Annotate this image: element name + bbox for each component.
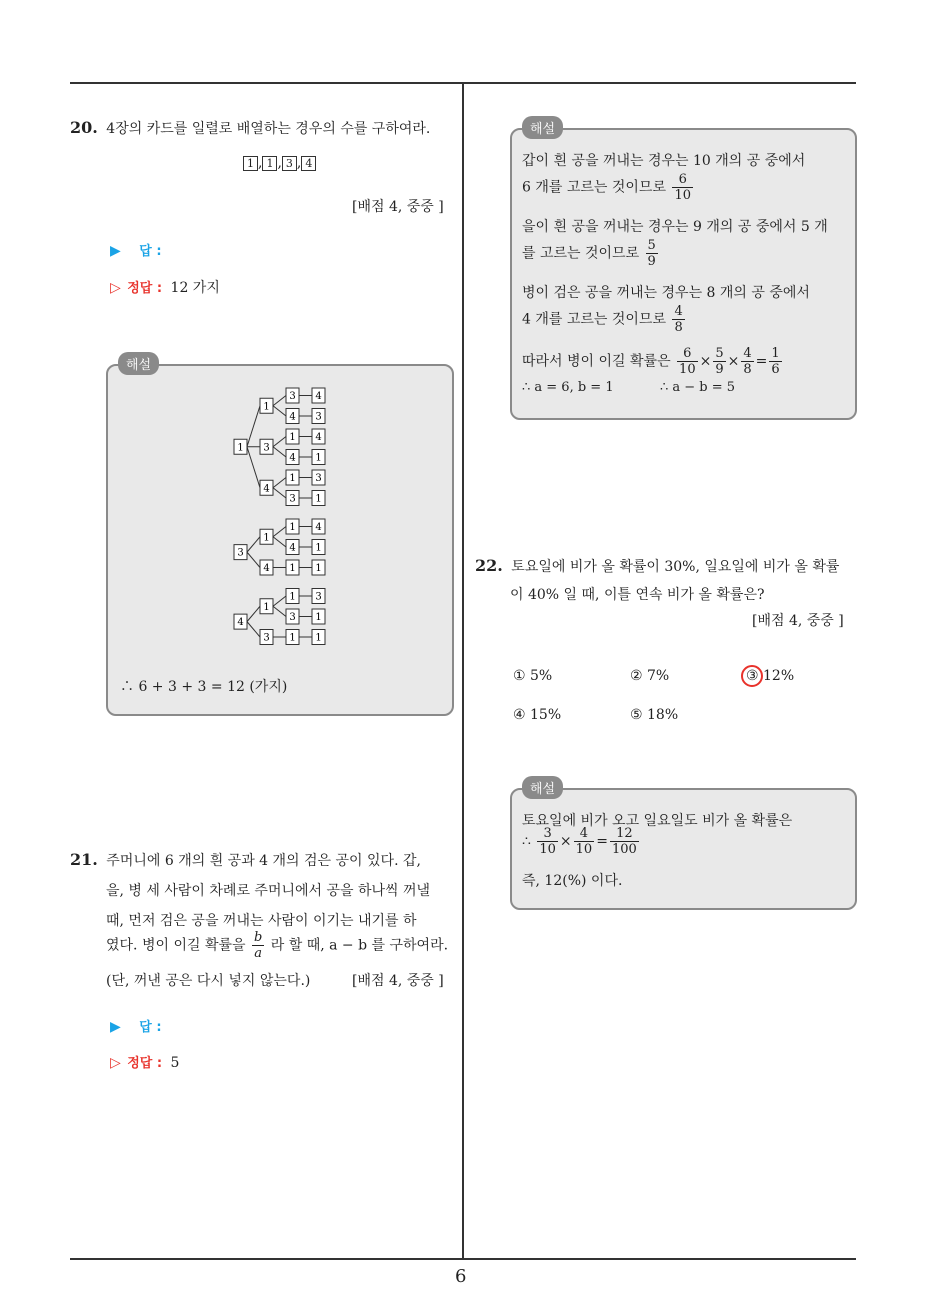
fraction: $\frac{4}{8}$ — [743, 346, 752, 377]
choice-2[interactable]: ② 7% — [630, 668, 670, 684]
q22-text: 토요일에 비가 올 확률이 30%, 일요일에 비가 올 확률 — [511, 559, 840, 575]
card: 1 — [243, 156, 258, 171]
q21-sol-l8a: ∴ a = 6, b = 1 — [522, 380, 614, 395]
tree-edge — [273, 606, 286, 616]
therefore-symbol: ∴ — [522, 833, 531, 850]
q21-line-3: 때, 먼저 검은 공을 꺼내는 사람이 이기는 내기를 하 — [106, 913, 417, 929]
fraction: $\frac{4}{8}$ — [674, 304, 683, 335]
tree-edge — [247, 537, 260, 552]
q21-line-4 — [106, 930, 448, 961]
choice-4[interactable]: ④ 15% — [513, 707, 562, 723]
choice-5[interactable]: ⑤ 18% — [630, 707, 679, 723]
q22-line-2: 이 40% 일 때, 이틀 연속 비가 올 확률은? — [510, 587, 765, 603]
correct-label: 정답 : — [127, 1056, 163, 1071]
tree-edge — [273, 537, 286, 547]
q21-sol-l4 — [522, 238, 660, 269]
q22-points: [배점 4, 중중 ] — [752, 613, 844, 629]
tree-root-label: 1 — [237, 442, 244, 454]
tree-edge — [273, 406, 286, 416]
q21-line-1 — [70, 850, 421, 870]
column-divider — [462, 82, 464, 1260]
q21-line-2: 을, 병 세 사람이 차례로 주머니에서 공을 하나씩 꺼낼 — [106, 883, 431, 899]
tree-leaf-label: 1 — [315, 542, 322, 554]
fraction: $\frac{3}{10}$ — [539, 826, 556, 857]
tree-edge — [273, 488, 286, 498]
card: 3 — [282, 156, 297, 171]
tree-branch-label: 4 — [263, 483, 270, 495]
q22-solution-tag: 해설 — [522, 776, 563, 799]
tree-edge — [247, 406, 260, 447]
tree-leaf-label: 1 — [315, 493, 322, 505]
card: 1 — [262, 156, 277, 171]
tree-edge — [273, 447, 286, 457]
q21-answer-row — [110, 1016, 162, 1035]
tree-leaf-label: 4 — [289, 452, 296, 464]
correct-value: 12 가지 — [170, 280, 220, 296]
tree-edge — [273, 478, 286, 488]
correct-value: 5 — [170, 1055, 180, 1071]
tree-leaf-label: 1 — [289, 563, 296, 574]
tree-edge — [273, 396, 286, 406]
q20-tree-diagram — [106, 364, 454, 716]
q20-solution-result: ∴ 6 + 3 + 3 = 12 (가지) — [120, 679, 288, 695]
q20-correct-row — [110, 277, 220, 297]
tree-leaf-label: 1 — [315, 612, 322, 623]
correct-label: 정답 : — [127, 281, 163, 296]
tree-leaf-label: 4 — [315, 432, 322, 443]
tree-edge — [273, 527, 286, 537]
answer-label: 답 : — [139, 1020, 162, 1035]
tree-branch-label: 4 — [263, 563, 270, 574]
tree-edge — [247, 447, 260, 488]
tree-edge — [247, 606, 260, 621]
correct-triangle-icon: ▷ — [110, 280, 121, 296]
tree-leaf-label: 3 — [289, 391, 296, 402]
q20-question — [70, 118, 430, 138]
q21-sol-l8b: ∴ a − b = 5 — [660, 380, 736, 395]
q21-sol-l2 — [522, 172, 695, 203]
selected-choice-mark — [741, 665, 763, 687]
q21-text: 라 할 때, a − b 를 구하여라. — [270, 937, 449, 954]
choice-1[interactable]: ① 5% — [513, 668, 553, 684]
q20-cards: 1 , 1 , 3 , 4 — [243, 155, 316, 171]
text: 4 개를 고르는 것이므로 — [522, 311, 666, 328]
answer-label: 답 : — [139, 244, 162, 259]
q21-number: 21. — [70, 850, 98, 869]
tree-leaf-label: 1 — [315, 452, 322, 464]
q21-sol-l1: 갑이 흰 공을 꺼내는 경우는 10 개의 공 중에서 — [522, 153, 806, 169]
answer-triangle-icon: ▶ — [110, 1019, 121, 1035]
fraction: $\frac{6}{10}$ — [679, 346, 696, 377]
q22-sol-l3: 즉, 12(%) 이다. — [522, 873, 623, 889]
fraction: $\frac{5}{9}$ — [647, 238, 656, 269]
tree-branch-label: 3 — [263, 442, 270, 454]
tree-edge — [273, 437, 286, 447]
q21-sol-l5: 병이 검은 공을 꺼내는 경우는 8 개의 공 중에서 — [522, 285, 810, 301]
tree-branch-label: 1 — [263, 401, 270, 413]
fraction: $\frac{6}{10}$ — [674, 172, 691, 203]
tree-leaf-label: 4 — [289, 542, 296, 554]
tree-branch-label: 1 — [263, 532, 270, 544]
tree-edge — [273, 596, 286, 606]
q21-text: 였다. 병이 이길 확률을 — [106, 937, 246, 954]
page-number: 6 — [455, 1266, 467, 1287]
bottom-rule — [70, 1258, 856, 1260]
q21-solution-tag: 해설 — [522, 116, 563, 139]
q21-text: 주머니에 6 개의 흰 공과 4 개의 검은 공이 있다. 갑, — [106, 853, 421, 869]
tree-leaf-label: 1 — [289, 432, 296, 443]
tree-leaf-label: 3 — [315, 473, 322, 484]
fraction: $\frac{5}{9}$ — [715, 346, 724, 377]
tree-leaf-label: 1 — [289, 632, 296, 644]
card: 4 — [301, 156, 316, 171]
tree-leaf-label: 1 — [315, 632, 322, 644]
choice-3[interactable]: ③ 12% — [746, 668, 795, 684]
q21-sol-l7: 따라서 병이 이길 확률은 $\frac{6}{10}$ × $\frac{5}{9}$ × $\frac{4}{8}$ = $\frac{1}{6}$ — [522, 346, 780, 377]
answer-triangle-icon: ▶ — [110, 243, 121, 259]
fraction: $\frac{12}{100}$ — [611, 826, 637, 857]
fraction: $\frac{4}{10}$ — [575, 826, 593, 857]
q22-number: 22. — [475, 556, 503, 575]
tree-leaf-label: 4 — [289, 411, 296, 423]
tree-root-label: 4 — [237, 617, 244, 629]
correct-triangle-icon: ▷ — [110, 1055, 121, 1071]
tree-root-label: 3 — [237, 547, 244, 559]
text: 를 고르는 것이므로 — [522, 245, 640, 262]
tree-leaf-label: 4 — [315, 522, 322, 533]
q22-line-1 — [475, 556, 839, 576]
tree-branch-label: 1 — [263, 601, 270, 613]
q21-sol-l6 — [522, 304, 687, 335]
q20-points: [배점 4, 중중 ] — [352, 199, 444, 215]
tree-leaf-label: 3 — [315, 411, 322, 423]
text: 따라서 병이 이길 확률은 — [522, 353, 671, 370]
text: 6 개를 고르는 것이므로 — [522, 179, 666, 196]
q22-sol-l1: 토요일에 비가 오고 일요일도 비가 올 확률은 — [522, 813, 793, 829]
q20-answer-row — [110, 240, 162, 259]
q21-points: [배점 4, 중중 ] — [352, 973, 444, 989]
tree-branch-label: 3 — [263, 632, 270, 644]
q21-line-5: (단, 꺼낸 공은 다시 넣지 않는다.) — [106, 973, 311, 989]
tree-leaf-label: 1 — [315, 563, 322, 574]
tree-leaf-label: 4 — [315, 391, 322, 402]
q20-solution-tag: 해설 — [118, 352, 159, 375]
tree-edge — [247, 622, 260, 637]
tree-leaf-label: 1 — [289, 473, 296, 484]
tree-leaf-label: 3 — [289, 612, 296, 623]
tree-leaf-label: 3 — [289, 493, 296, 505]
q20-text: 4장의 카드를 일렬로 배열하는 경우의 수를 구하여라. — [106, 121, 431, 137]
q21-correct-row — [110, 1052, 179, 1071]
q22-sol-l2: ∴ $\frac{3}{10}$ × $\frac{4}{10}$ = $\frac{12}{100}$ — [522, 826, 637, 857]
fraction: $\frac{1}{6}$ — [771, 346, 780, 377]
tree-leaf-label: 3 — [315, 591, 322, 603]
tree-leaf-label: 1 — [289, 522, 296, 533]
fraction: $\frac{b}{a}$ — [253, 930, 263, 961]
tree-edge — [247, 552, 260, 567]
tree-leaf-label: 1 — [289, 591, 296, 603]
q21-sol-l3: 을이 흰 공을 꺼내는 경우는 9 개의 공 중에서 5 개 — [522, 219, 828, 235]
q20-number: 20. — [70, 118, 98, 137]
